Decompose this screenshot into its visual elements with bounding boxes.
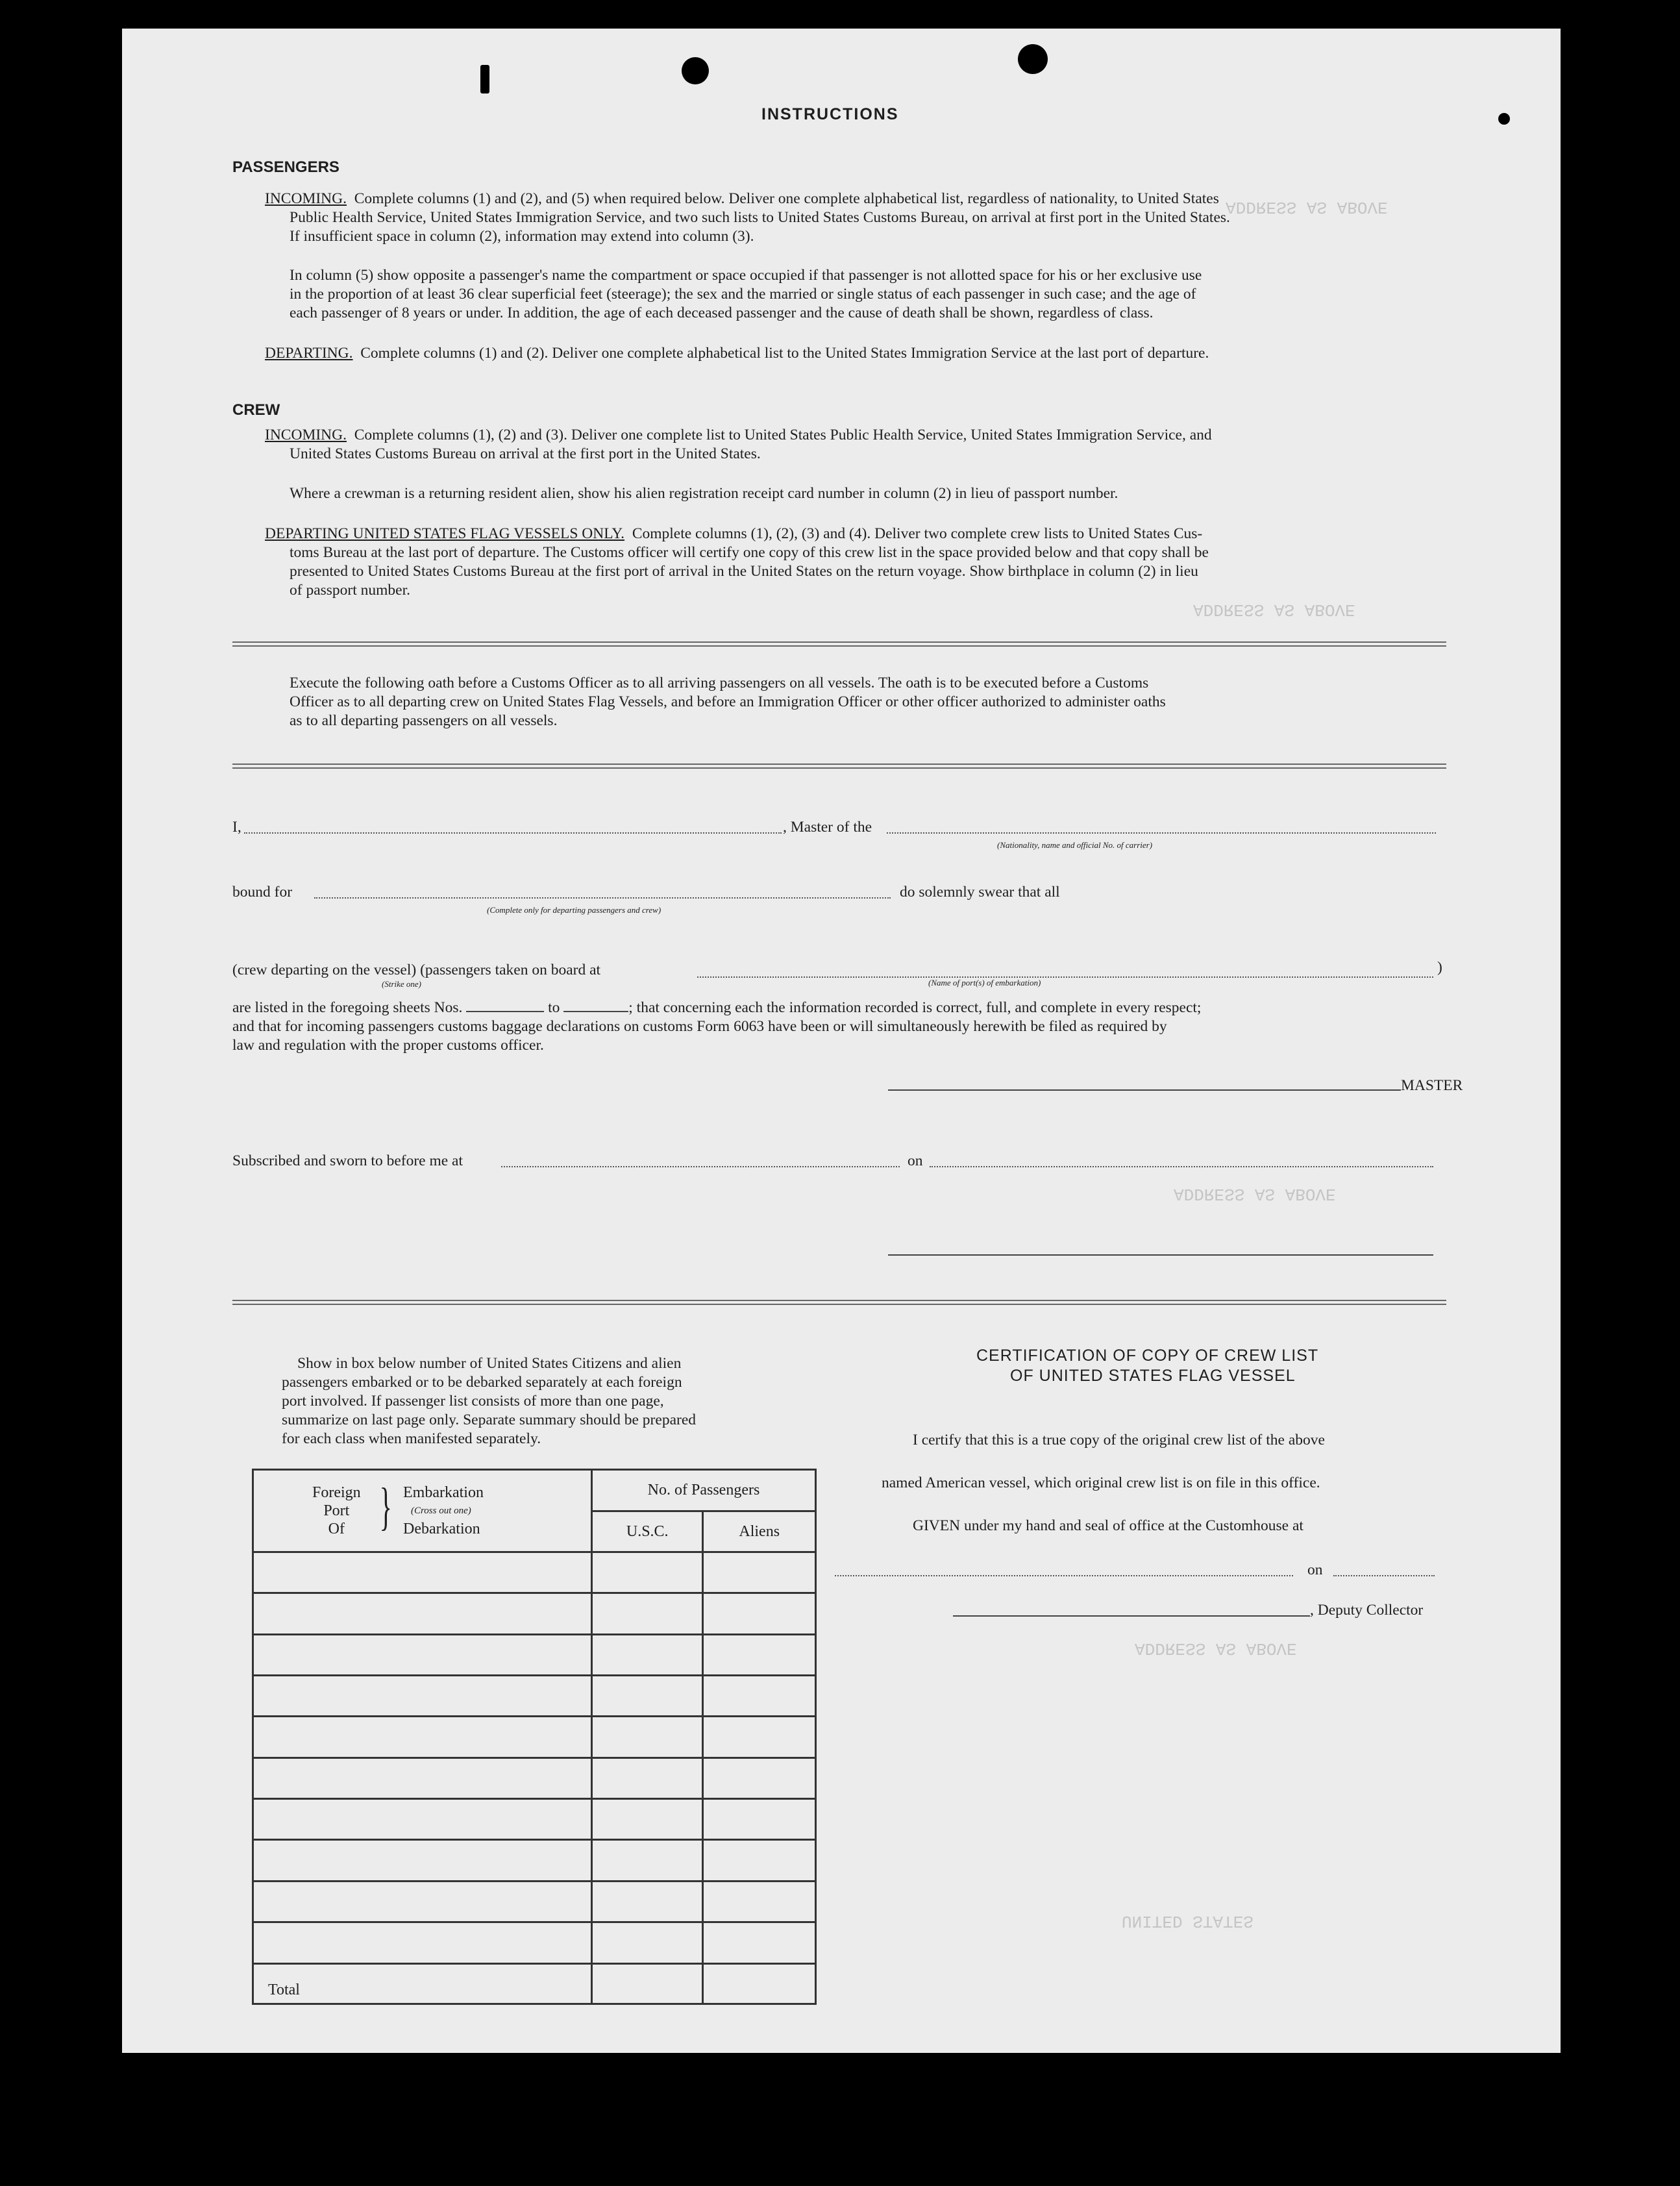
ports-caption: (Name of port(s) of embarkation): [928, 978, 1041, 987]
total-row: [253, 1963, 816, 2004]
passengers-incoming-line: If insufficient space in column (2), information may extend into column (3).: [290, 228, 754, 245]
crew-passengers-label: (crew departing on the vessel) (passengers taken on board at: [232, 962, 601, 978]
vessel-field[interactable]: [887, 832, 1436, 834]
cert-date-field[interactable]: [1333, 1575, 1435, 1576]
passengers-departing-line: DEPARTING. Complete columns (1) and (2). Deliver one complete alphabetical list to the United States Immigration Service at the last port of departure.: [265, 345, 1209, 362]
oath-intro-line: as to all departing passengers on all vessels.: [290, 712, 558, 729]
bleed-through: ADDRESS AS ABOVE: [1174, 1184, 1336, 1204]
certify-line: I certify that this is a true copy of the original crew list of the above: [913, 1432, 1325, 1448]
nationality-caption: (Nationality, name and official No. of carrier): [997, 840, 1153, 850]
summary-instruction-line: passengers embarked or to be debarked separately at each foreign: [282, 1374, 682, 1391]
certify-line: named American vessel, which original crew list is on file in this office.: [882, 1474, 1320, 1491]
crew-departing-line: DEPARTING UNITED STATES FLAG VESSELS ONLY. Complete columns (1), (2), (3) and (4). Deliver two complete crew lists to United States Cus-: [265, 525, 1203, 542]
close-paren: ): [1437, 959, 1442, 976]
table-row: [253, 1922, 816, 1963]
num-passengers-header: No. of Passengers: [591, 1470, 815, 1511]
total-label: Total: [253, 1963, 592, 2004]
sworn-place-field[interactable]: [501, 1166, 900, 1167]
oath-line: law and regulation with the proper customs officer.: [232, 1037, 544, 1054]
passengers-incoming-line: Public Health Service, United States Immigration Service, and two such lists to United States Customs Bureau, on arrival at first port in the United States.: [290, 209, 1230, 226]
crew-departing-line: toms Bureau at the last port of departure. The Customs officer will certify one copy of this crew list in the space provided below and that copy shall be: [290, 544, 1209, 561]
summary-instruction-line: for each class when manifested separately.: [282, 1430, 541, 1447]
passenger-summary-table: [252, 1469, 817, 2005]
bound-for-field[interactable]: [314, 897, 891, 899]
bleed-through: ADDRESS AS ABOVE: [1193, 600, 1355, 619]
crew-incoming-line: INCOMING. Complete columns (1), (2) and (3). Deliver one complete list to United States Public Health Service, United States Immigration Service, and: [265, 427, 1212, 443]
incoming-label: INCOMING.: [265, 190, 347, 207]
punch-hole: [1018, 44, 1048, 74]
strike-one-caption: (Strike one): [382, 979, 422, 989]
oath-intro-line: Officer as to all departing crew on United States Flag Vessels, and before an Immigration Officer or other officer authorized to administer oaths: [290, 693, 1166, 710]
divider: [232, 641, 1446, 647]
listed-line: are listed in the foregoing sheets Nos. to ; that concerning each the information recorded is correct, full, and complete in every respect;: [232, 999, 1202, 1016]
port-header-cell: Foreign Port Of } Embarkation (Cross out one) Debarkation: [253, 1470, 592, 1552]
customhouse-field[interactable]: [835, 1575, 1293, 1576]
crew-departing-line: presented to United States Customs Bureau at the first port of arrival in the United States on the return voyage. Show birthplace in column (2) in lieu: [290, 563, 1198, 580]
punch-hole: [1498, 113, 1510, 125]
table-row: [253, 1717, 816, 1757]
summary-instruction-line: summarize on last page only. Separate summary should be prepared: [282, 1411, 696, 1428]
divider: [232, 1300, 1446, 1305]
ports-field[interactable]: [697, 976, 1433, 978]
officer-signature-line[interactable]: [888, 1254, 1433, 1256]
table-row: [253, 1552, 816, 1593]
master-name-field[interactable]: [244, 832, 782, 834]
certification-title: CERTIFICATION OF COPY OF CREW LIST: [976, 1347, 1319, 1365]
summary-instruction-line: port involved. If passenger list consists of more than one page,: [282, 1393, 664, 1410]
master-signature-line[interactable]: [888, 1089, 1401, 1091]
table-row: [253, 1840, 816, 1881]
passengers-incoming-line: INCOMING. Complete columns (1) and (2), and (5) when required below. Deliver one complete alphabetical list, regardless of nationality, to United States: [265, 190, 1219, 207]
given-line: GIVEN under my hand and seal of office at the Customhouse at: [913, 1517, 1303, 1534]
swear-label: do solemnly swear that all: [900, 884, 1060, 900]
sworn-date-field[interactable]: [930, 1166, 1433, 1167]
page-title: INSTRUCTIONS: [761, 105, 899, 123]
form-page: [122, 29, 1561, 2053]
crew-heading: CREW: [232, 401, 280, 419]
oath-line: and that for incoming passengers customs baggage declarations on customs Form 6063 have been or will simultaneously herewith be filed as required by: [232, 1018, 1167, 1035]
bound-for-label: bound for: [232, 884, 293, 900]
bleed-through: ADDRESS AS ABOVE: [1226, 197, 1388, 217]
sworn-on-label: on: [908, 1152, 923, 1169]
subscribed-label: Subscribed and sworn to before me at: [232, 1152, 463, 1169]
oath-intro-line: Execute the following oath before a Customs Officer as to all arriving passengers on all vessels. The oath is to be executed before a Customs: [290, 675, 1149, 691]
crew-resident-line: Where a crewman is a returning resident alien, show his alien registration receipt card number in column (2) in lieu of passport number.: [290, 485, 1118, 502]
table-row: [253, 1634, 816, 1675]
brace-icon: }: [379, 1478, 392, 1535]
master-label: MASTER: [1401, 1077, 1463, 1094]
table-row: [253, 1593, 816, 1634]
master-of-label: , Master of the: [783, 819, 872, 836]
cert-on-label: on: [1307, 1561, 1323, 1578]
punch-hole: [480, 65, 489, 93]
deputy-collector-line[interactable]: [953, 1615, 1310, 1617]
table-row: [253, 1881, 816, 1922]
table-row: [253, 1757, 816, 1798]
column5-line: In column (5) show opposite a passenger's name the compartment or space occupied if that passenger is not allotted space for his or her exclusive use: [290, 267, 1202, 284]
aliens-header: Aliens: [703, 1511, 816, 1552]
table-row: [253, 1675, 816, 1716]
usc-header: U.S.C.: [591, 1511, 703, 1552]
passengers-heading: PASSENGERS: [232, 158, 340, 176]
crew-departing-line: of passport number.: [290, 582, 411, 599]
column5-line: each passenger of 8 years or under. In addition, the age of each deceased passenger and the cause of death shall be shown, regardless of class.: [290, 304, 1154, 321]
divider: [232, 764, 1446, 769]
crew-incoming-line: United States Customs Bureau on arrival at the first port in the United States.: [290, 445, 761, 462]
certification-title: OF UNITED STATES FLAG VESSEL: [1010, 1367, 1296, 1385]
punch-hole: [682, 57, 709, 84]
deputy-collector-label: , Deputy Collector: [1310, 1602, 1424, 1619]
bleed-through: UNITED STATES: [1122, 1911, 1254, 1931]
bound-caption: (Complete only for departing passengers and crew): [487, 905, 661, 915]
oath-i-label: I,: [232, 819, 241, 836]
column5-line: in the proportion of at least 36 clear superficial feet (steerage); the sex and the married or single status of each passenger in such case; and the age of: [290, 286, 1196, 303]
summary-instruction-line: Show in box below number of United States Citizens and alien: [297, 1355, 682, 1372]
table-row: [253, 1799, 816, 1840]
bleed-through: ADDRESS AS ABOVE: [1135, 1639, 1297, 1658]
